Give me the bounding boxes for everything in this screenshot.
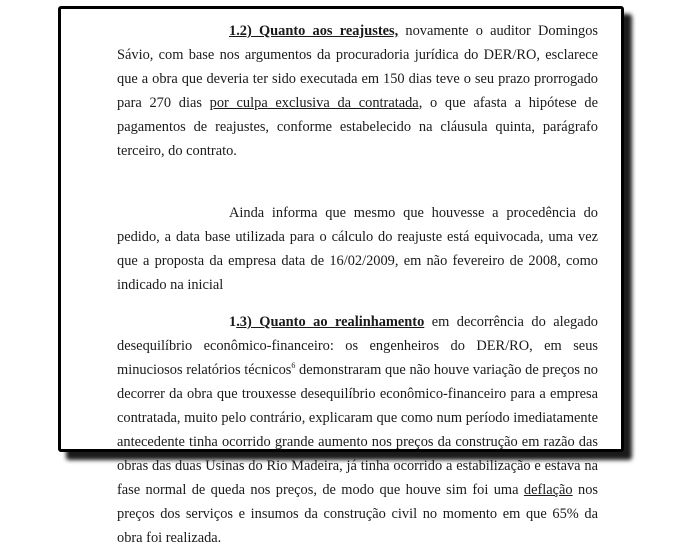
paragraph-text: novamente o auditor Domingos Sávio, com base nos argumentos da procuradoria jurídica do DER/RO, esclarece que a obra que deveria ter sido executada em 150 dias teve o seu prazo prorrogado para 270 dias [117,23,598,111]
paragraph-text: em decorrência do alegado desequilíbrio econômico-financeiro: os engenheiros do DER/RO, em seus minuciosos relatórios técnicos [117,314,598,378]
footnote-marker[interactable]: 6 [291,361,296,370]
heading-realinhamento: .3) Quanto ao realinhamento [236,314,425,330]
document-page [58,6,624,546]
heading-reajustes: 1.2) Quanto aos reajustes, [229,23,399,39]
paragraph-text: demonstraram que não houve variação de preços no decorrer da obra que trouxesse desequilíbrio econômico-financeiro para a empresa contratada, muito pelo contrário, explicaram que como num período imediatamente antecedente tinha ocorrido grande aumento nos preços da construção em razão das obras das duas Usinas do Rio Madeira, já tinha ocorrido a estabilização e estava na fase normal de queda nos preços, de modo que houve sim foi uma [117,362,598,498]
paragraph-data-base [117,201,598,297]
underlined-word: deflação [523,482,573,498]
heading-prefix: 1 [229,314,237,330]
document-body [117,19,598,550]
underlined-phrase: por culpa exclusiva da contratada [209,95,419,111]
paragraph-realinhamento [117,310,598,550]
paragraph-text: nos preços dos serviços e insumos da construção civil no momento em que 65% da obra foi realizada. [117,482,599,546]
paragraph-text: , o que afasta a hipótese de pagamentos de reajustes, conforme estabelecido na cláusula quinta, parágrafo terceiro, do contrato. [117,95,598,159]
paragraph-text: Ainda informa que mesmo que houvesse a procedência do pedido, a data base utilizada para o cálculo do reajuste está equivocada, uma vez que a proposta da empresa data de 16/02/2009, em não fevereiro de 2008, como indicado na inicial [117,205,598,293]
paragraph-reajustes [117,19,598,163]
